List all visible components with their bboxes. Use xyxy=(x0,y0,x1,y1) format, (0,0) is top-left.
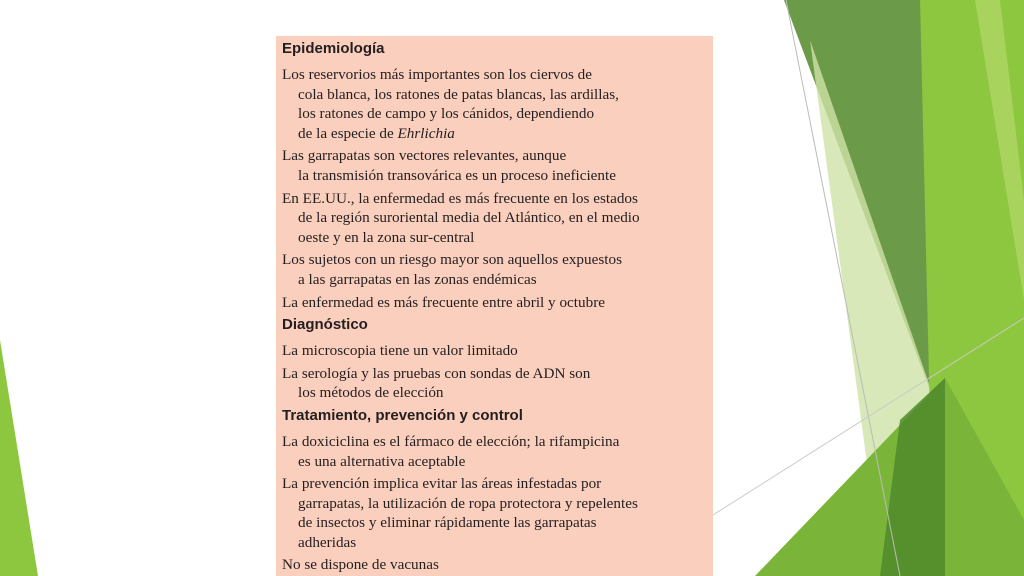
section-treatment xyxy=(282,406,707,575)
italic-term: Ehrlichia xyxy=(397,124,455,142)
list-item: La enfermedad es más frecuente entre abril y octubre xyxy=(282,293,605,311)
list-item: La serología y las pruebas con sondas de ADN son los métodos de elección xyxy=(282,364,591,402)
section-heading: Epidemiología xyxy=(282,40,385,57)
list-item: La doxiciclina es el fármaco de elección; la rifampicina es una alternativa aceptable xyxy=(282,432,620,470)
section-heading: Tratamiento, prevención y control xyxy=(282,406,523,424)
list-item: Los reservorios más importantes son los ciervos de cola blanca, los ratones de patas blancas, las ardillas, los ratones de campo y los cánidos, dependiendo de la especie de Ehrlichia xyxy=(282,66,619,142)
left-green-sliver xyxy=(0,340,38,576)
section-epidemiology xyxy=(282,39,707,312)
document-excerpt xyxy=(276,36,713,576)
list-item: La microscopia tiene un valor limitado xyxy=(282,342,518,360)
list-item: Las garrapatas son vectores relevantes, aunque la transmisión transovárica es un proceso ineficiente xyxy=(282,147,616,184)
section-diagnosis xyxy=(282,315,707,403)
list-item: La prevención implica evitar las áreas infestadas por garrapatas, la utilización de ropa protectora y repelentes de insectos y eliminar rápidamente las garrapatas adheridas xyxy=(282,475,638,551)
section-heading: Diagnóstico xyxy=(282,316,368,334)
list-item: En EE.UU., la enfermedad es más frecuente en los estados de la región suroriental media del Atlántico, en el medio oeste y en la zona sur-central xyxy=(282,189,640,246)
list-item: No se dispone de vacunas xyxy=(282,556,439,574)
list-item: Los sujetos con un riesgo mayor son aquellos expuestos a las garrapatas en las zonas endémicas xyxy=(282,251,622,288)
